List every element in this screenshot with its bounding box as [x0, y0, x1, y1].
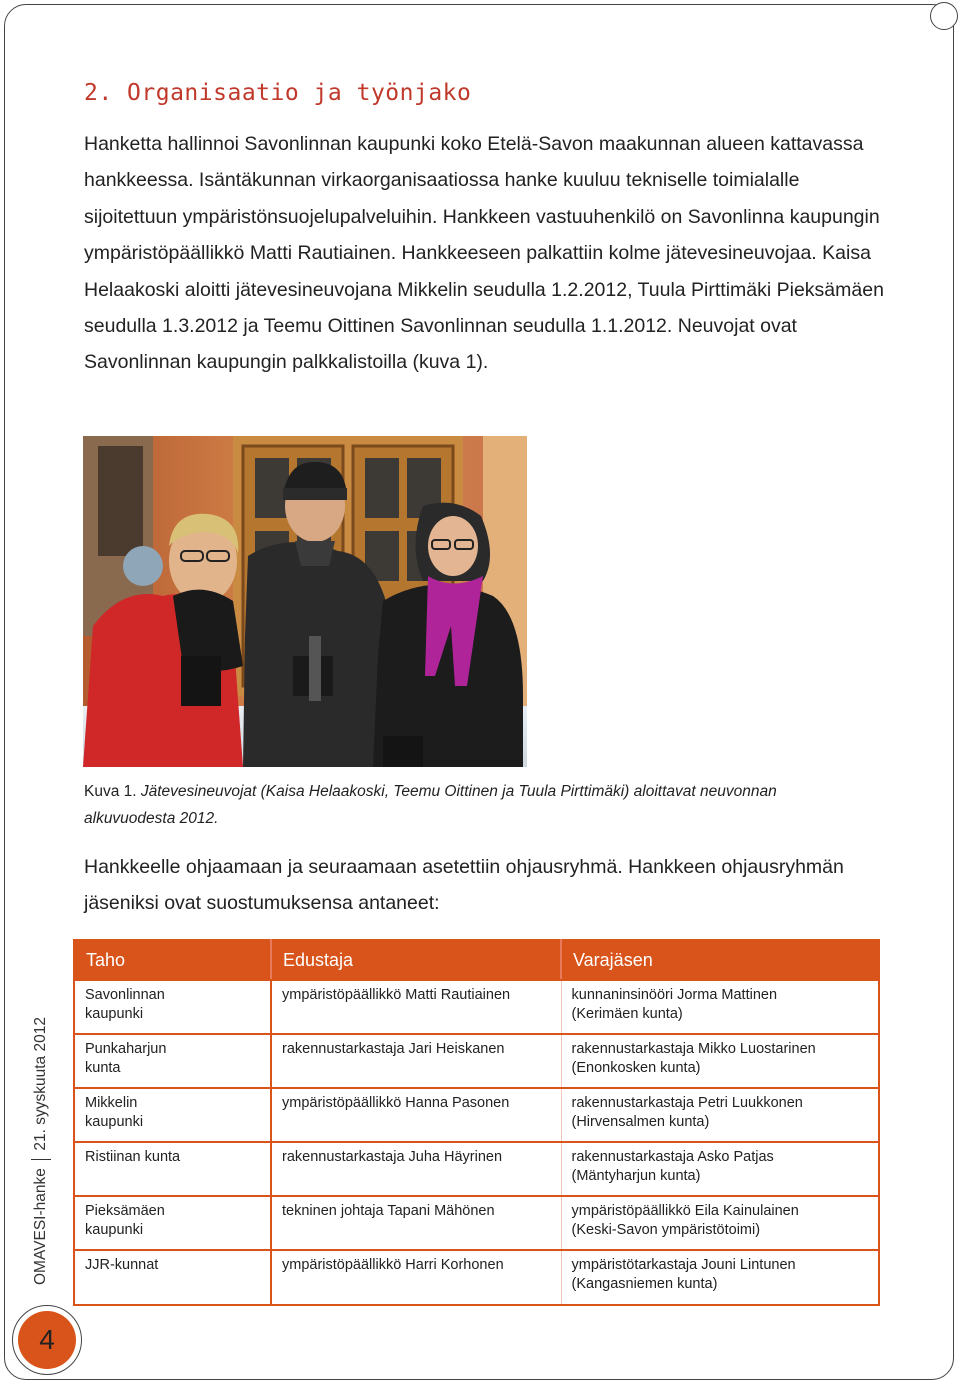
- cell-edustaja: rakennustarkastaja Jari Heiskanen: [271, 1034, 561, 1088]
- cell-varajasen: [561, 1250, 879, 1305]
- cell-text: rakennustarkastaja Mikko Luostarinen: [571, 1041, 816, 1057]
- cell-varajasen: [561, 1088, 879, 1142]
- page-number-circle: [18, 1311, 76, 1369]
- table-row: [74, 980, 879, 1034]
- intro-paragraph: Hanketta hallinnoi Savonlinnan kaupunki koko Etelä-Savon maakunnan alueen kattavassa hankkeessa. Isäntäkunnan virkaorganisaatiossa hanke kuuluu tekniselle toimialalle sijoitettuun ympäristönsuojelupalveluihin. Hankkeen vastuuhenkilö on Savonlinna kaupungin ympäristöpäällikkö Matti Rautiainen. Hankkeeseen palkattiin kolme jätevesineuvojaa. Kaisa Helaakoski aloitti jätevesineuvojana Mikkelin seudulla 1.2.2012, Tuula Pirttimäki Pieksämäen seudulla 1.3.2012 ja Teemu Oittinen Savonlinnan seudulla 1.1.2012. Neuvojat ovat Savonlinnan kaupungin palkkalistoilla (kuva 1).: [84, 133, 884, 374]
- cell-text: (Mäntyharjun kunta): [571, 1167, 701, 1184]
- cell-edustaja: ympäristöpäällikkö Harri Korhonen: [271, 1250, 561, 1305]
- cell-varajasen: [561, 980, 879, 1034]
- section-heading: 2. Organisaatio ja työnjako: [84, 80, 472, 106]
- cell-varajasen: [561, 1196, 879, 1250]
- cell-text: Ristiinan kunta: [85, 1149, 181, 1165]
- table-header-row: [74, 940, 879, 980]
- table-row: [74, 1250, 879, 1305]
- cell-taho: [74, 980, 271, 1034]
- cell-text: rakennustarkastaja Petri Luukkonen: [571, 1095, 803, 1111]
- cell-text: kaupunki: [85, 1113, 144, 1130]
- cell-text: (Hirvensalmen kunta): [571, 1113, 710, 1130]
- column-header-taho: Taho: [74, 940, 271, 980]
- cell-varajasen: [561, 1034, 879, 1088]
- cell-varajasen: [561, 1142, 879, 1196]
- table-row: [74, 1034, 879, 1088]
- page-number-badge: [12, 1305, 82, 1375]
- page-number: 4: [39, 1324, 55, 1355]
- cell-taho: [74, 1088, 271, 1142]
- separator: [31, 1159, 51, 1161]
- table-row: [74, 1142, 879, 1196]
- cell-text: (Enonkosken kunta): [571, 1059, 701, 1076]
- cell-text: rakennustarkastaja Asko Patjas: [571, 1149, 774, 1165]
- cell-text: kaupunki: [85, 1221, 144, 1238]
- table-row: [74, 1196, 879, 1250]
- cell-text: Mikkelin: [85, 1095, 138, 1111]
- cell-text: JJR-kunnat: [85, 1257, 159, 1273]
- staff-photo: [83, 436, 527, 767]
- cell-edustaja: rakennustarkastaja Juha Häyrinen: [271, 1142, 561, 1196]
- cell-edustaja: tekninen johtaja Tapani Mähönen: [271, 1196, 561, 1250]
- steering-paragraph: Hankkeelle ohjaamaan ja seuraamaan asetettiin ohjausryhmä. Hankkeen ohjausryhmän jäseniksi ovat suostumuksensa antaneet:: [84, 856, 844, 915]
- cell-taho: [74, 1250, 271, 1305]
- sidebar-footer-text: [27, 985, 55, 1285]
- cell-taho: [74, 1196, 271, 1250]
- cell-text: Savonlinnan: [85, 987, 165, 1003]
- cell-taho: [74, 1142, 271, 1196]
- cell-text: (Kerimäen kunta): [571, 1005, 683, 1022]
- caption-lead: Kuva 1.: [84, 783, 137, 800]
- cell-text: ympäristöpäällikkö Eila Kainulainen: [571, 1203, 799, 1219]
- cell-text: kaupunki: [85, 1005, 144, 1022]
- project-name: OMAVESI-hanke: [32, 1168, 49, 1285]
- cell-edustaja: ympäristöpäällikkö Hanna Pasonen: [271, 1088, 561, 1142]
- cell-edustaja: ympäristöpäällikkö Matti Rautiainen: [271, 980, 561, 1034]
- caption-text: Jätevesineuvojat (Kaisa Helaakoski, Teemu Oittinen ja Tuula Pirttimäki) aloittavat neuvonnan alkuvuodesta 2012.: [84, 783, 777, 827]
- document-date: 21. syyskuuta 2012: [32, 1017, 49, 1151]
- cell-text: kunta: [85, 1059, 121, 1076]
- cell-text: Punkaharjun: [85, 1041, 167, 1057]
- cell-text: ympäristötarkastaja Jouni Lintunen: [571, 1257, 796, 1273]
- steering-committee-table: [73, 939, 880, 1306]
- column-header-edustaja: Edustaja: [271, 940, 561, 980]
- table-row: [74, 1088, 879, 1142]
- cell-text: Pieksämäen: [85, 1203, 165, 1219]
- cell-taho: [74, 1034, 271, 1088]
- cell-text: kunnaninsinööri Jorma Mattinen: [571, 987, 778, 1003]
- column-header-varajasen: Varajäsen: [561, 940, 879, 980]
- cell-text: (Keski-Savon ympäristötoimi): [571, 1221, 761, 1238]
- corner-ornament: [930, 2, 958, 30]
- figure-caption: [84, 778, 864, 832]
- cell-text: (Kangasniemen kunta): [571, 1275, 718, 1292]
